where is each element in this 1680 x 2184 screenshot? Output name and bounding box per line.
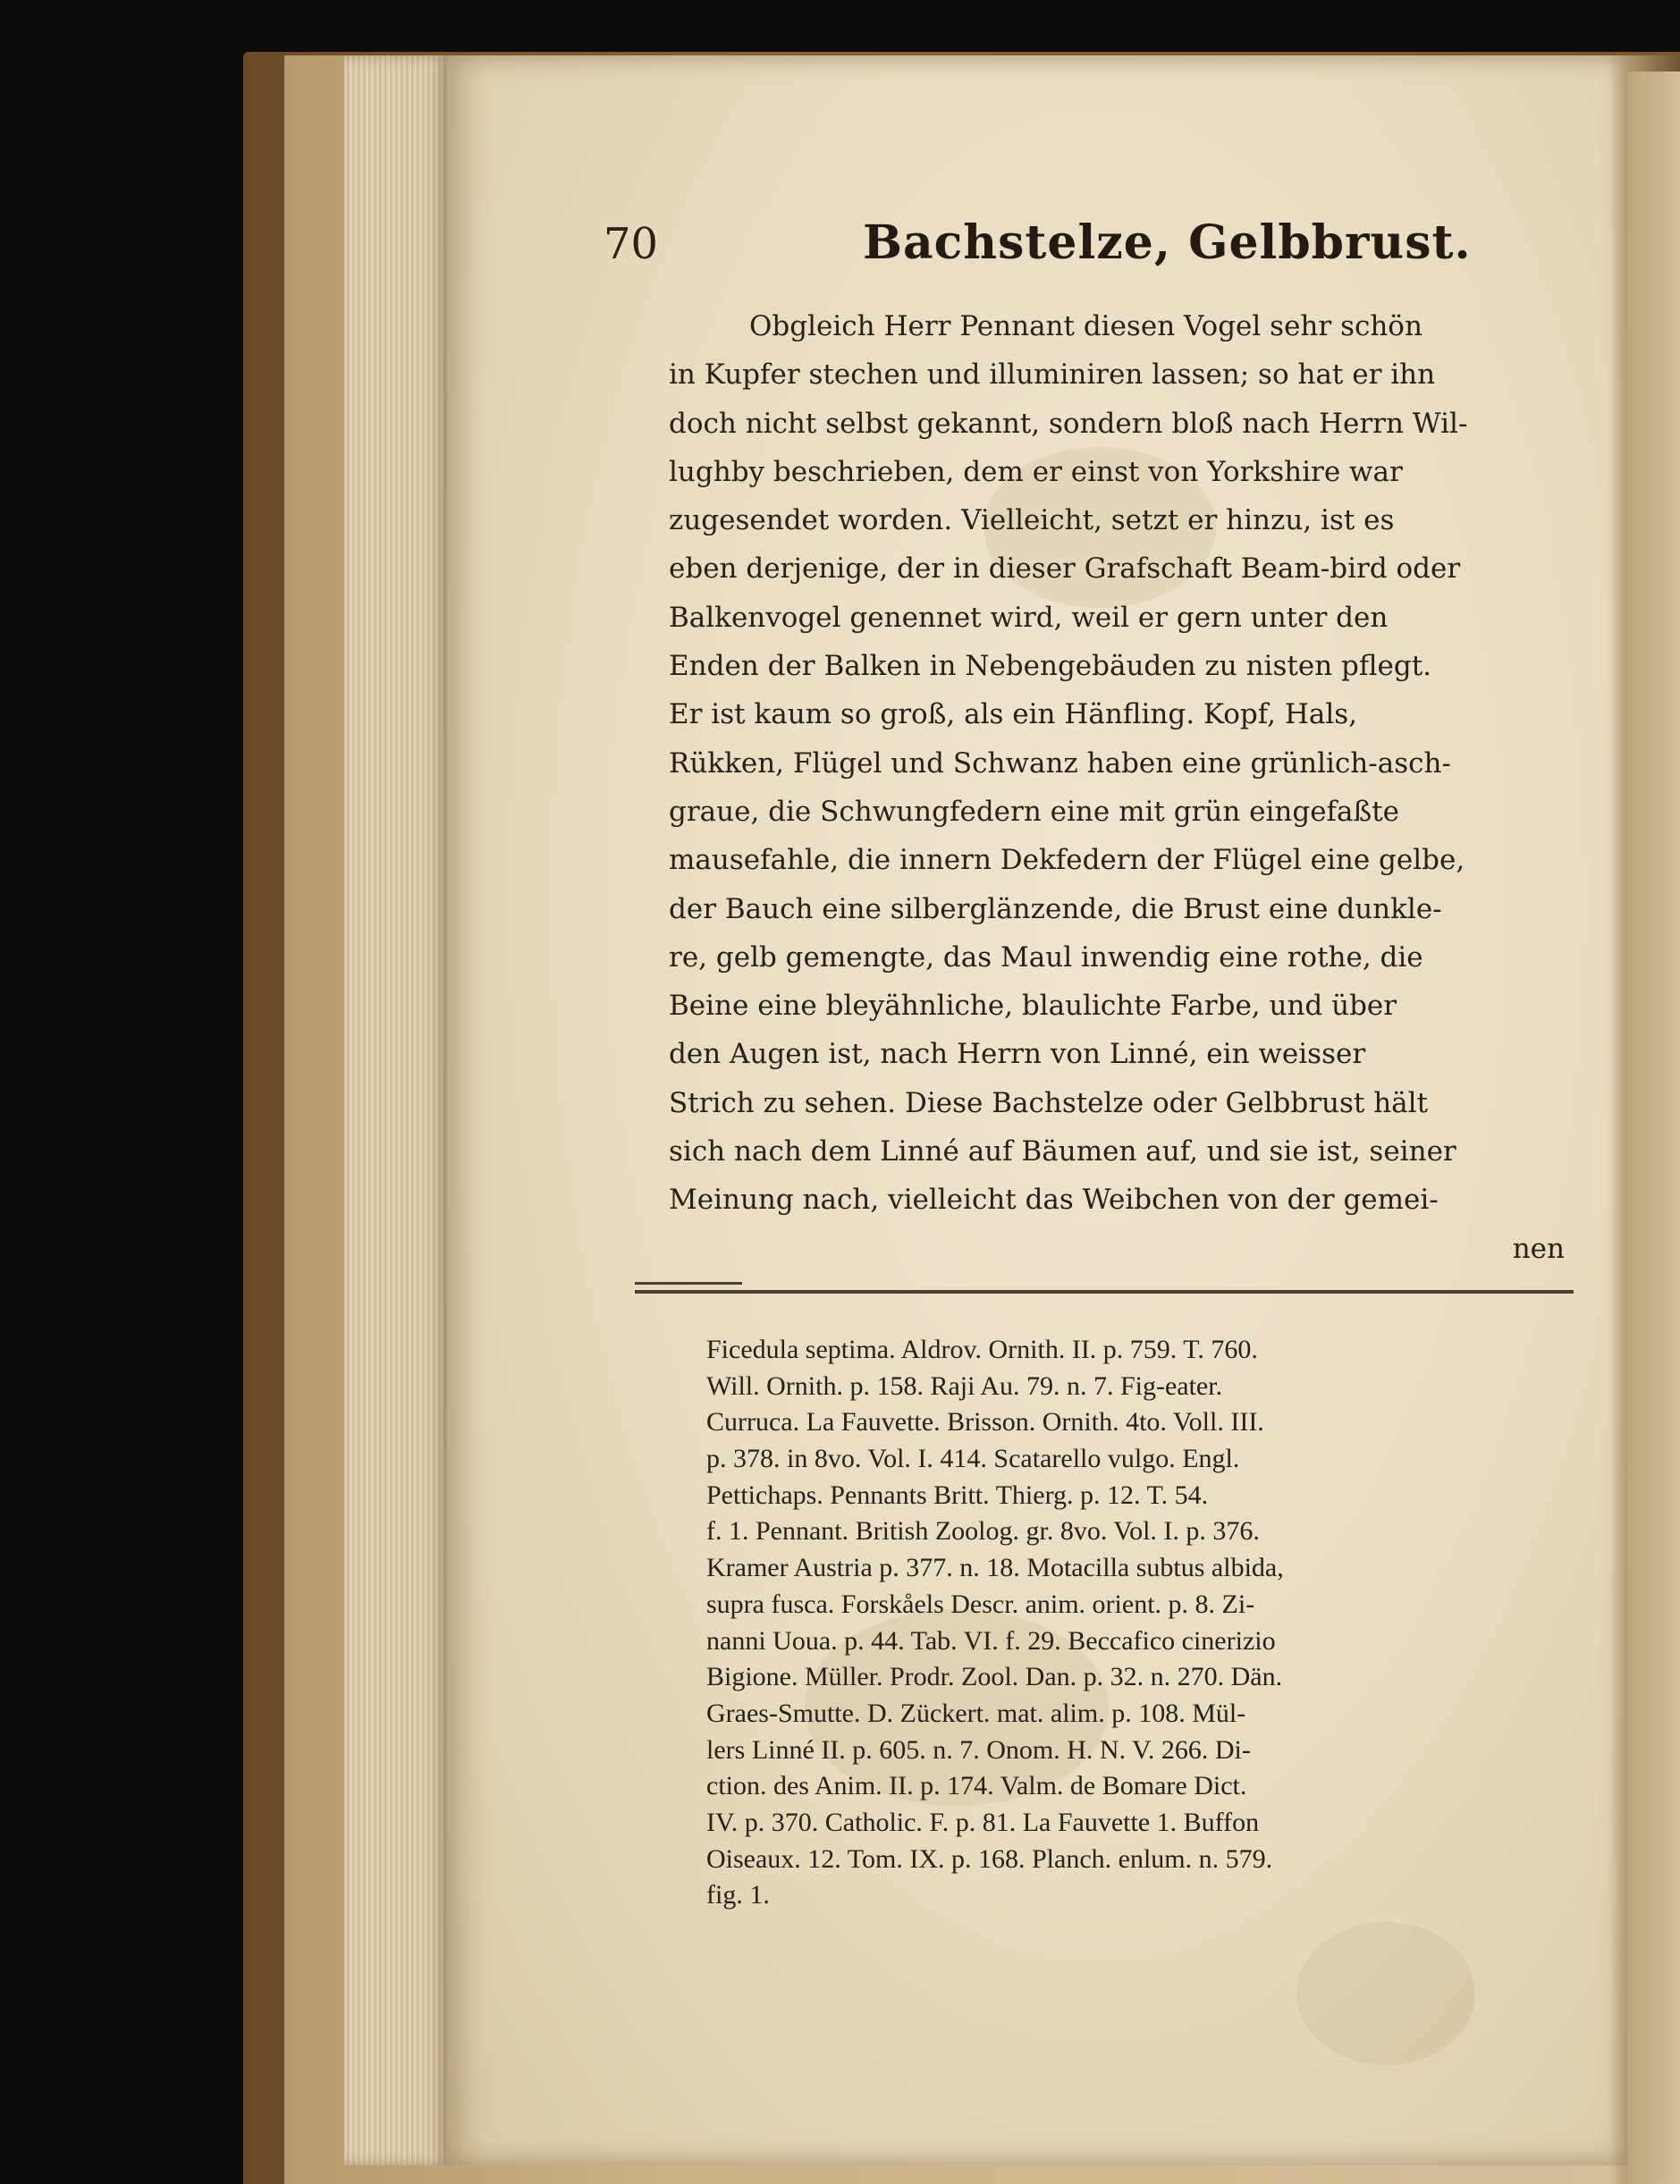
page-number: 70 (604, 219, 659, 269)
footnote-line: IV. p. 370. Catholic. F. p. 81. La Fauvette 1. Buffon (706, 1807, 1260, 1837)
footnote-line: Curruca. La Fauvette. Brisson. Ornith. 4to. Voll. III. (706, 1407, 1264, 1438)
footnote-line: Graes-Smutte. D. Zückert. mat. alim. p. 108. Mül- (706, 1698, 1246, 1728)
body-line: eben derjenige, der in dieser Grafschaft Beam-bird oder (669, 552, 1461, 586)
body-line: in Kupfer stechen und illuminiren lassen; so hat er ihn (669, 358, 1436, 392)
body-line: lughby beschrieben, dem er einst von Yorkshire war (669, 455, 1403, 488)
footnote-line: Kramer Austria p. 377. n. 18. Motacilla subtus albida, (706, 1553, 1284, 1583)
body-text (669, 302, 1565, 1273)
footnote-line: Bigione. Müller. Prodr. Zool. Dan. p. 32. n. 270. Dän. (706, 1662, 1283, 1692)
body-line: Beine eine bleyähnliche, blaulichte Farbe, und über (669, 990, 1397, 1023)
page-edges (344, 55, 447, 2165)
footnote-line: lers Linné II. p. 605. n. 7. Onom. H. N. V. 266. Di- (706, 1734, 1251, 1765)
footnote-line: fig. 1. (706, 1880, 770, 1910)
running-title: Bachstelze, Gelbbrust. (863, 215, 1472, 270)
footnote-line: nanni Uoua. p. 44. Tab. VI. f. 29. Beccafico cinerizio (706, 1625, 1276, 1656)
footnote-line: Will. Ornith. p. 158. Raji Au. 79. n. 7. Fig-eater. (706, 1370, 1223, 1401)
body-line: doch nicht selbst gekannt, sondern bloß nach Herrn Wil- (669, 407, 1468, 440)
footnote-line: Pettichaps. Pennants Britt. Thierg. p. 12. T. 54. (706, 1480, 1209, 1510)
body-line: graue, die Schwungfedern eine mit grün eingefaßte (669, 795, 1400, 828)
footnote-line: Ficedula septima. Aldrov. Ornith. II. p. 759. T. 760. (706, 1335, 1258, 1364)
body-line: sich nach dem Linné auf Bäumen auf, und sie ist, seiner (669, 1135, 1456, 1168)
page-header (604, 215, 1569, 273)
footnote-rule (635, 1290, 1574, 1294)
footnote-line: ction. des Anim. II. p. 174. Valm. de Bomare Dict. (706, 1771, 1247, 1801)
body-line: Obgleich Herr Pennant diesen Vogel sehr schön (749, 310, 1423, 342)
body-line: nen (1512, 1232, 1565, 1265)
footnote (706, 1332, 1574, 1914)
footnote-line: f. 1. Pennant. British Zoolog. gr. 8vo. Vol. I. p. 376. (706, 1516, 1260, 1547)
footnote-line: p. 378. in 8vo. Vol. I. 414. Scatarello vulgo. Engl. (706, 1444, 1240, 1474)
body-line: re, gelb gemengte, das Maul inwendig eine rothe, die (669, 940, 1423, 974)
footnote-line: supra fusca. Forskåels Descr. anim. orient. p. 8. Zi- (706, 1589, 1255, 1619)
footnote-line: Oiseaux. 12. Tom. IX. p. 168. Planch. enlum. n. 579. (706, 1843, 1273, 1874)
footnote-rule-short (635, 1282, 742, 1285)
body-line: Strich zu sehen. Diese Bachstelze oder Gelbbrust hält (669, 1086, 1429, 1119)
body-line: Balkenvogel genennet wird, weil er gern unter den (669, 601, 1389, 634)
body-line: Meinung nach, vielleicht das Weibchen von der gemei- (669, 1184, 1439, 1217)
body-line: Enden der Balken in Nebengebäuden zu nisten pflegt. (669, 650, 1432, 683)
body-line: Er ist kaum so groß, als ein Hänfling. Kopf, Hals, (669, 698, 1358, 731)
body-line: den Augen ist, nach Herrn von Linné, ein weisser (669, 1038, 1366, 1071)
body-line: Rükken, Flügel und Schwanz haben eine grünlich-asch- (669, 746, 1451, 780)
body-line: zugesendet worden. Vielleicht, setzt er hinzu, ist es (669, 504, 1395, 537)
body-line: der Bauch eine silberglänzende, die Brust eine dunkle- (669, 892, 1442, 925)
paper-stain (1296, 1922, 1475, 2065)
next-page-edge (1627, 72, 1680, 2184)
body-line: mausefahle, die innern Dekfedern der Flügel eine gelbe, (669, 844, 1465, 877)
